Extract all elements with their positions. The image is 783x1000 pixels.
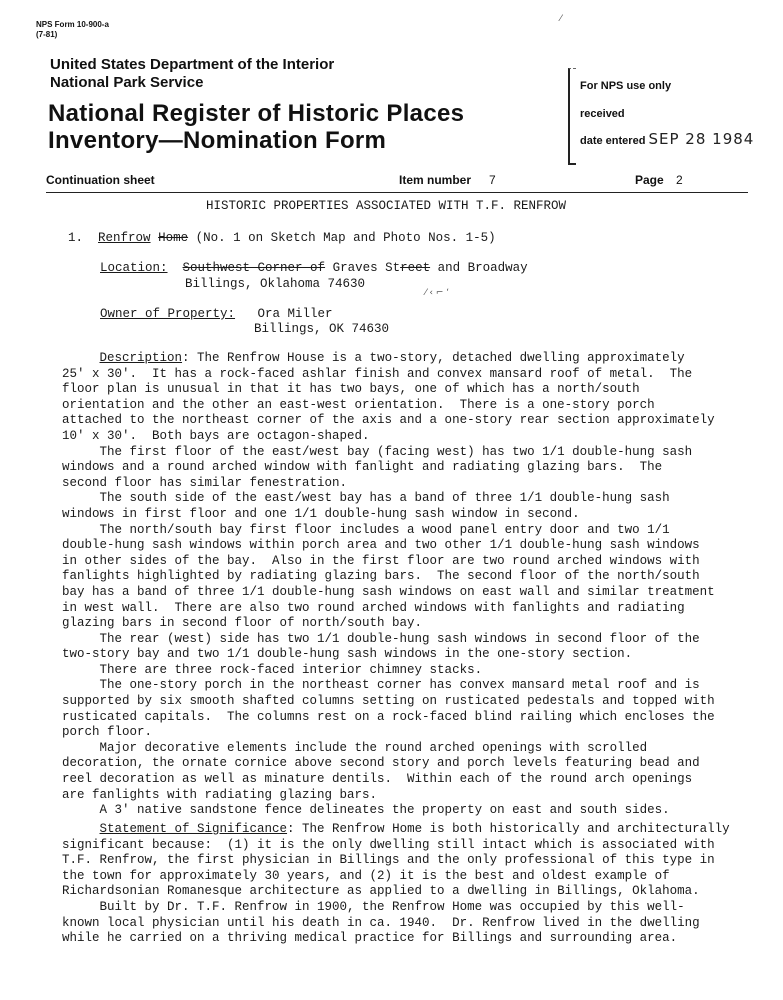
significance-label: Statement of Significance: [99, 822, 288, 836]
description-line: There are three rock-faced interior chimney stacks.: [62, 662, 483, 677]
description-line: second floor has similar fenestration.: [62, 475, 348, 490]
description-line: double-hung sash windows within porch area and two other 1/1 double-hung sash windows: [62, 538, 700, 553]
section-heading: HISTORIC PROPERTIES ASSOCIATED WITH T.F. RENFROW: [206, 199, 567, 213]
significance-section: [62, 822, 762, 947]
handwritten-mark: ⁄ ‹ ⌐ ‘: [425, 288, 450, 298]
owner-name: Ora Miller: [257, 307, 333, 321]
description-line: attached to the northeast corner of the axis and a one-story rear section approximately: [62, 413, 715, 428]
description-line: in other sides of the bay. Also in the first floor are two round arched windows with: [62, 553, 700, 568]
significance-line: T.F. Renfrow, the first physician in Billings and the only professional of this type in: [62, 853, 715, 868]
description-line: two-story bay and two 1/1 double-hung sash windows in the one-story section.: [62, 647, 633, 662]
form-number-line2: (7-81): [36, 30, 58, 39]
description-line: 10' x 30'. Both bays are octagon-shaped.: [62, 428, 370, 443]
form-title-line1: National Register of Historic Places: [48, 100, 465, 127]
form-number: [36, 20, 109, 40]
description-line: bay has a band of three 1/1 double-hung sash windows on east wall and similar treatment: [62, 584, 715, 599]
description-line: orientation and the other an east-west orientation. There is a one-story porch: [62, 397, 655, 412]
handwritten-mark: ⁄: [560, 14, 562, 24]
received-label: received: [580, 108, 625, 120]
nps-use-box: [568, 68, 764, 164]
description-line: The north/south bay first floor includes a wood panel entry door and two 1/1: [62, 522, 670, 537]
description-line: The one-story porch in the northeast corner has convex mansard metal roof and is: [62, 678, 700, 693]
page-label: Page: [635, 173, 664, 187]
description-line: porch floor.: [62, 725, 153, 740]
significance-line: Built by Dr. T.F. Renfrow in 1900, the Renfrow Home was occupied by this well-: [62, 899, 685, 914]
date-entered-row: [580, 130, 754, 148]
description-line: reel decoration as well as minature dentils. Within each of the round arch openings: [62, 772, 693, 787]
date-entered-stamp: SEP 28 1984: [648, 130, 755, 148]
entry-name: Renfrow: [98, 231, 151, 245]
entry-name-struck: Home: [158, 231, 189, 245]
description-line: windows in first floor and one 1/1 double-hung sash window in second.: [62, 506, 580, 521]
description-line: decoration, the ornate cornice above second story and porch levels featuring bead and: [62, 756, 700, 771]
nps-use-label: For NPS use only: [580, 80, 672, 92]
description-line: The rear (west) side has two 1/1 double-hung sash windows in second floor of the: [62, 631, 700, 646]
location-line1: [100, 261, 528, 275]
significance-line: the town for approximately 30 years, and (2) it is the best and oldest example of: [62, 868, 670, 883]
form-title-line2: Inventory—Nomination Form: [48, 127, 387, 154]
location-struck: Southwest Corner of: [182, 261, 326, 275]
significance-line: significant because: (1) it is the only dwelling still intact which is associated with: [62, 837, 715, 852]
location-line2: Billings, Oklahoma 74630: [185, 277, 366, 291]
owner-line2: Billings, OK 74630: [254, 322, 390, 336]
description-line: A 3' native sandstone fence delineates the property on east and south sides.: [62, 803, 670, 818]
significance-line: : The Renfrow Home is both historically and architecturally: [287, 822, 730, 836]
description-label: Description: [99, 351, 183, 365]
owner-label: Owner of Property:: [100, 307, 236, 321]
description-line: floor plan is unusual in that it has two bays, one of which has a north/south: [62, 382, 640, 397]
entry-line: [68, 231, 496, 245]
location-label: Location:: [100, 261, 168, 275]
description-line: Major decorative elements include the round arched openings with scrolled: [62, 740, 648, 755]
item-number-value: 7: [489, 173, 496, 187]
description-line: : The Renfrow House is a two-story, detached dwelling approximately: [182, 351, 685, 365]
description-line: supported by six smooth shafted columns setting on rusticated pedestals and topped with: [62, 694, 715, 709]
description-line: 25' x 30'. It has a rock-faced ashlar finish and convex mansard roof of metal. The: [62, 366, 693, 381]
continuation-row: [46, 172, 748, 193]
form-title: [48, 100, 464, 154]
description-line: windows and a round arched window with fanlight and radiating glazing bars. The: [62, 460, 663, 475]
description-first-line: [62, 351, 762, 367]
significance-line: while he carried on a thriving medical practice for Billings and surrounding area.: [62, 931, 678, 946]
description-line: glazing bars in second floor of north/south bay.: [62, 616, 423, 631]
description-line: The south side of the east/west bay has a band of three 1/1 double-hung sash: [62, 491, 670, 506]
department-name: United States Department of the Interior: [50, 56, 335, 73]
form-number-line1: NPS Form 10-900-a: [36, 20, 109, 29]
service-name: National Park Service: [50, 74, 204, 91]
description-line: are fanlights with radiating glazing bars.: [62, 787, 378, 802]
location-struck2: reet: [400, 261, 431, 275]
location-text2: and Broadway: [430, 261, 528, 275]
description-line: The first floor of the east/west bay (facing west) has two 1/1 double-hung sash: [62, 444, 693, 459]
nps-box-bracket: [568, 68, 576, 165]
date-entered-label: date entered: [580, 135, 646, 147]
significance-first-line: [62, 822, 762, 838]
page-number-value: 2: [676, 173, 683, 187]
significance-line: Richardsonian Romanesque architecture as applied to a dwelling in Billings, Oklahoma.: [62, 884, 700, 899]
description-line: rusticated capitals. The columns rest on a rock-faced blind railing which encloses the: [62, 709, 715, 724]
description-section: [62, 351, 762, 819]
location-text1: Graves St: [325, 261, 401, 275]
entry-name-rest: (No. 1 on Sketch Map and Photo Nos. 1-5): [195, 231, 496, 245]
continuation-sheet-label: Continuation sheet: [46, 173, 155, 187]
agency-block: [50, 56, 334, 92]
description-line: fanlights highlighted by radiating glazing bars. The second floor of the north/south: [62, 569, 700, 584]
entry-number: 1.: [68, 231, 84, 245]
owner-line1: [100, 307, 333, 321]
significance-line: known local physician until his death in ca. 1940. Dr. Renfrow lived in the dwelling: [62, 915, 700, 930]
description-line: in west wall. There are also two round arched windows with fanlights and radiating: [62, 600, 685, 615]
item-number-label: Item number: [399, 173, 472, 187]
